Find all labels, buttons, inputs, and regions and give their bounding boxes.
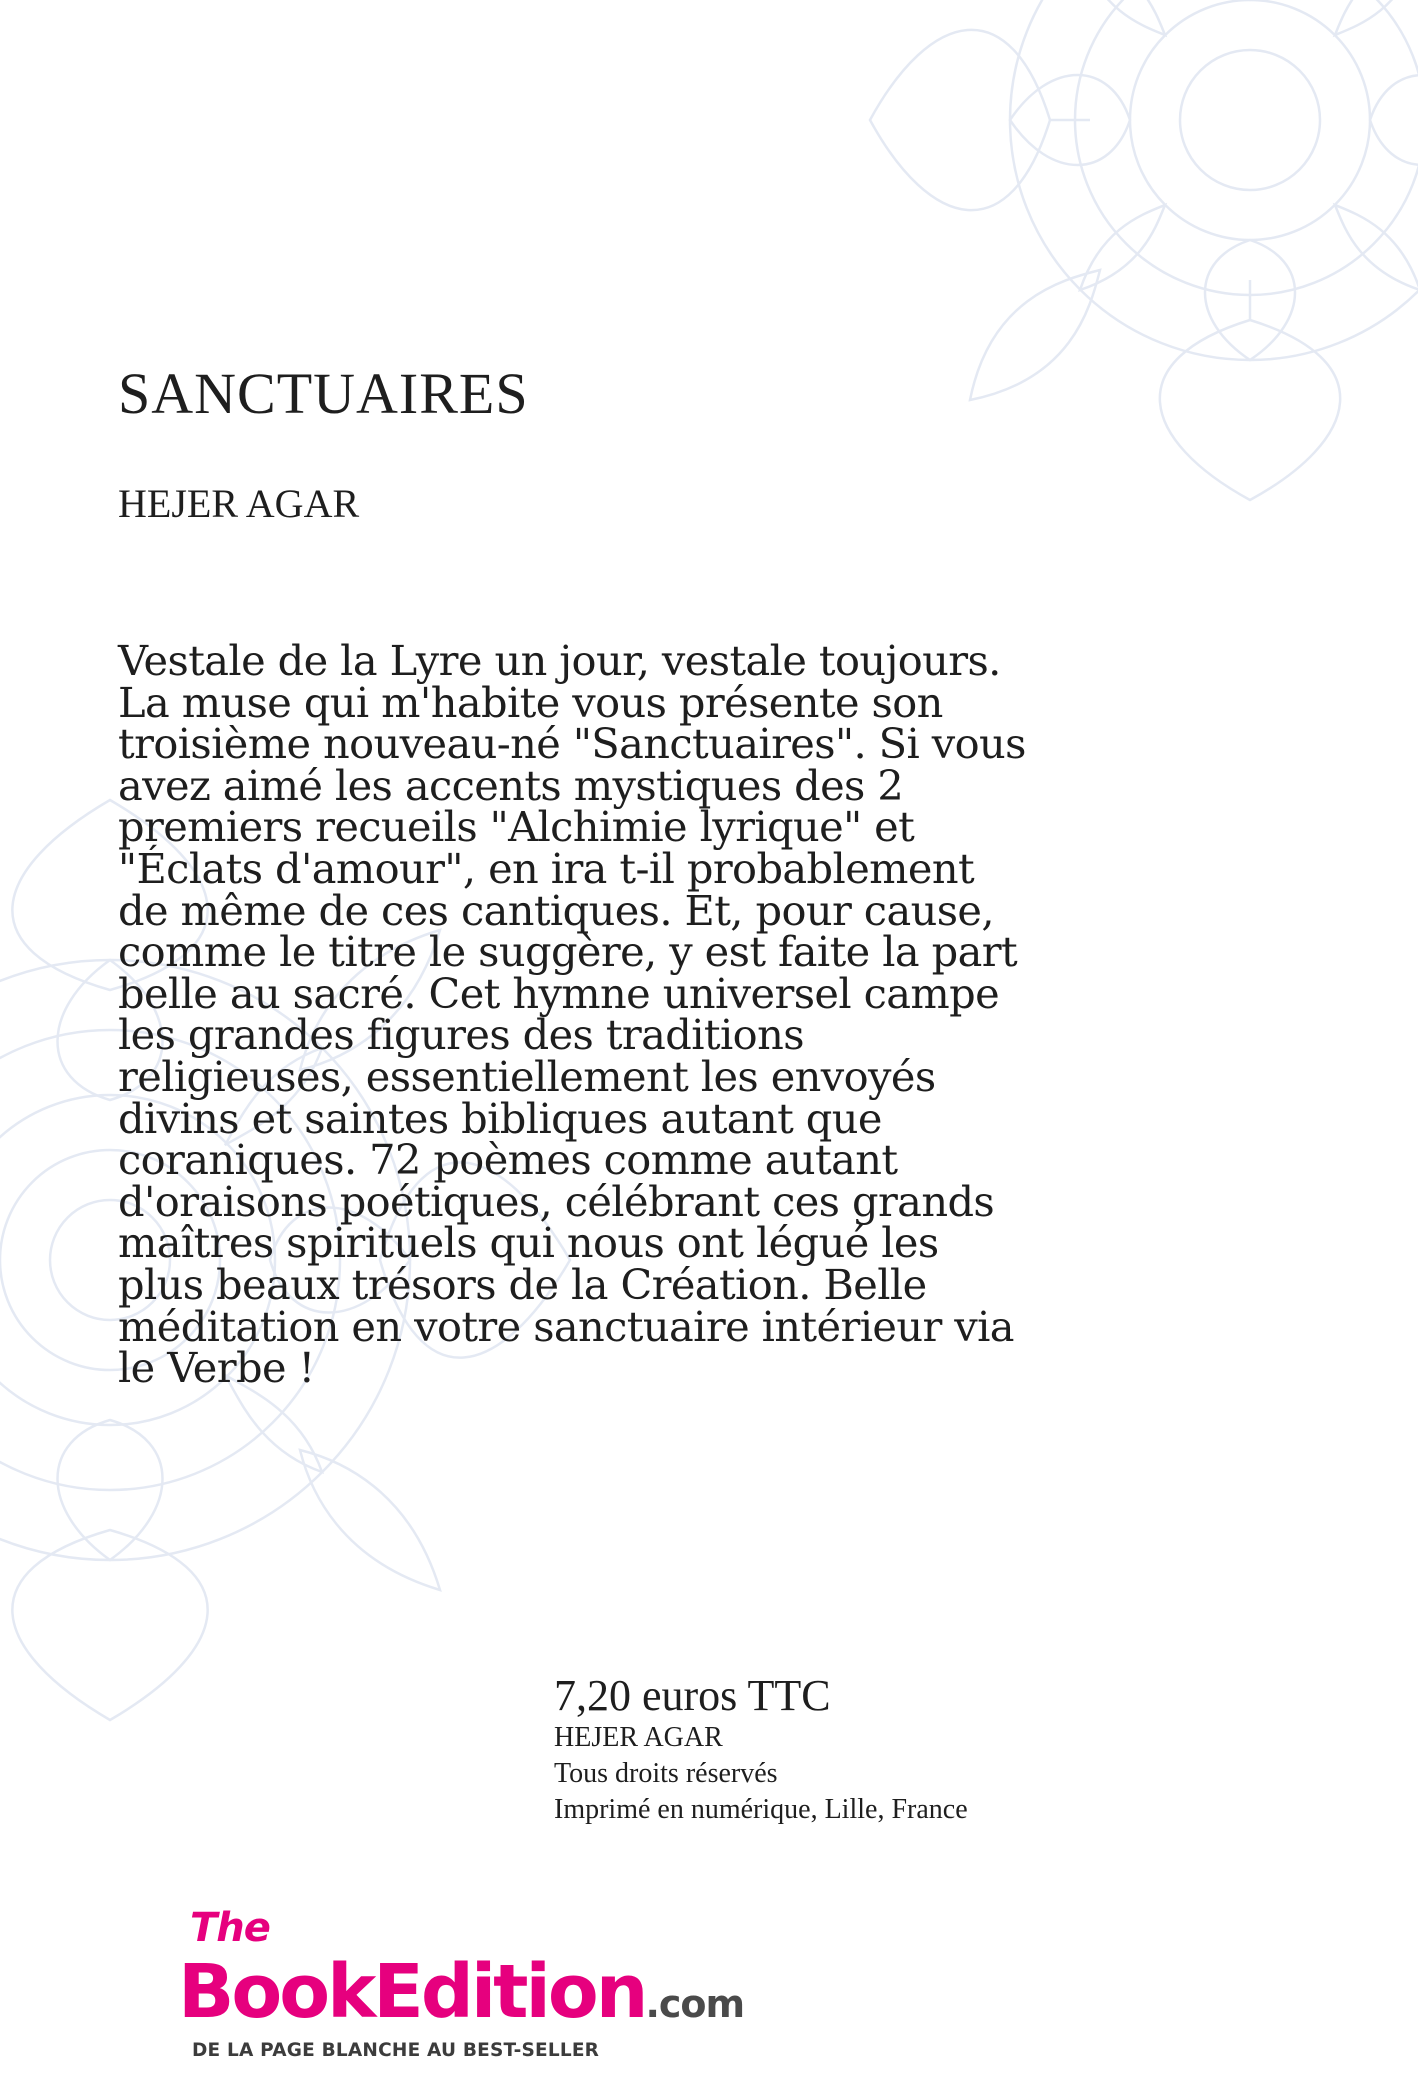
blurb-line: le Verbe ! [118,1343,315,1393]
book-author: HEJER AGAR [118,481,360,526]
blurb-line: avez aimé les accents mystiques des 2 [118,760,904,810]
blurb-line: "Éclats d'amour", en ira t-il probablement [118,843,975,893]
logo-wordmark [178,1949,744,2035]
blurb-line: troisième nouveau-né "Sanctuaires". Si vous [118,719,1026,769]
blurb-line: plus beaux trésors de la Création. Belle [118,1259,927,1309]
colophon [554,1672,968,1828]
blurb-line: belle au sacré. Cet hymne universel campe [118,968,1000,1018]
logo-brand-text: BookEdition [178,1949,646,2035]
logo-the-text: The [190,1905,270,1951]
logo-domain-text: .com [645,1982,745,2026]
blurb-line: La muse qui m'habite vous présente son [118,677,943,727]
blurb-line: de même de ces cantiques. Et, pour cause, [118,885,994,935]
blurb-line: religieuses, essentiellement les envoyés [118,1051,936,1101]
print-location: Imprimé en numérique, Lille, France [554,1794,968,1825]
back-cover-blurb [118,636,1078,1393]
publisher-logo [178,1905,745,2065]
blurb-line: premiers recueils "Alchimie lyrique" et [118,802,915,852]
blurb-line: les grandes figures des traditions [118,1010,804,1060]
blurb-line: Vestale de la Lyre un jour, vestale toujours. [118,636,1001,685]
logo-tagline: DE LA PAGE BLANCHE AU BEST-SELLER [192,2040,600,2061]
blurb-line: méditation en votre sanctuaire intérieur via [118,1301,1014,1351]
blurb-line: maîtres spirituels qui nous ont légué les [118,1218,939,1268]
rights-notice: Tous droits réservés [554,1758,778,1789]
blurb-line: coraniques. 72 poèmes comme autant [118,1135,898,1185]
price: 7,20 euros TTC [554,1671,831,1720]
book-title: SANCTUAIRES [118,361,529,426]
blurb-line: d'oraisons poétiques, célébrant ces grands [118,1176,995,1226]
blurb-line: comme le titre le suggère, y est faite la part [118,927,1018,977]
blurb-line: divins et saintes bibliques autant que [118,1093,882,1143]
colophon-author: HEJER AGAR [554,1722,723,1753]
